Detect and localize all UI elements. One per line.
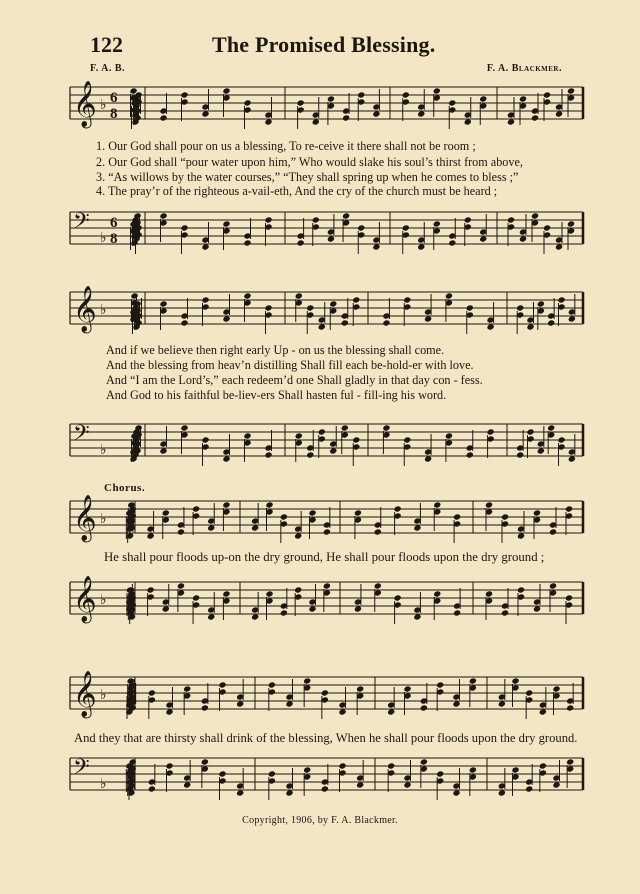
notehead [323, 528, 331, 535]
notehead [356, 685, 364, 692]
flat-sign-icon: ♭ [100, 592, 107, 608]
notehead [268, 770, 276, 777]
notehead [352, 436, 360, 443]
notehead [296, 239, 304, 246]
notehead [295, 292, 303, 299]
notehead [547, 319, 555, 326]
chorus-lyric-line-2: And they that are thirsty shall drink of the blessing, When he shall pour floods upon the dry ground. [74, 731, 578, 745]
notehead [557, 296, 565, 303]
notehead [296, 99, 304, 106]
notehead [148, 785, 156, 792]
notehead [159, 212, 167, 219]
verse-line-2: 2. Our God shall “pour water upon him,” Who would slake his soul’s thirst from above, [96, 155, 523, 169]
notehead [525, 785, 533, 792]
notehead [543, 224, 551, 231]
time-signature-top: 6 [110, 215, 118, 231]
notehead [159, 300, 167, 307]
notehead [183, 685, 191, 692]
notehead [420, 758, 428, 765]
notehead [192, 505, 200, 512]
notehead [374, 582, 382, 589]
notehead [218, 681, 226, 688]
notehead [264, 216, 272, 223]
notehead [516, 304, 524, 311]
notehead [222, 590, 230, 597]
notehead [338, 762, 346, 769]
notehead [180, 424, 188, 431]
notehead [280, 609, 288, 616]
notehead [566, 704, 574, 711]
notehead [525, 689, 533, 696]
notehead [537, 300, 545, 307]
hymn-title: The Promised Blessing. [212, 32, 436, 57]
verse-line-4: 4. The pray’r of the righteous a-vail-eth, And the cry of the church must be heard ; [96, 184, 498, 198]
notehead [265, 501, 273, 508]
verse-line-3: 3. “As willows by the water courses,” “They shall spring up when he comes to bless ;” [96, 170, 519, 184]
notehead [180, 319, 188, 326]
chorus-label: Chorus. [104, 482, 146, 494]
notehead [222, 501, 230, 508]
notehead [306, 304, 314, 311]
refrain-line-3: And “I am the Lord’s,” each redeem’d one Shall gladly in that day con - fess. [106, 373, 483, 387]
bass-clef-icon: 𝄢 [73, 209, 90, 239]
notehead [552, 685, 560, 692]
notehead [342, 212, 350, 219]
notehead [485, 501, 493, 508]
notehead [192, 594, 200, 601]
treble-clef-icon: 𝄞 [73, 495, 97, 541]
notehead [549, 528, 557, 535]
notehead [393, 594, 401, 601]
time-signature-bottom: 8 [110, 231, 118, 247]
notehead [321, 785, 329, 792]
notehead [243, 432, 251, 439]
hymn-number: 122 [90, 32, 123, 57]
treble-clef-icon: 𝄞 [73, 671, 97, 717]
notehead [393, 505, 401, 512]
notehead [403, 296, 411, 303]
notehead [280, 513, 288, 520]
notehead [357, 224, 365, 231]
notehead [341, 424, 349, 431]
notehead [543, 91, 551, 98]
notehead [403, 685, 411, 692]
notehead [264, 451, 272, 458]
notehead [218, 770, 226, 777]
notehead [403, 436, 411, 443]
notehead [265, 590, 273, 597]
notehead [243, 292, 251, 299]
notehead [162, 509, 170, 516]
notehead [264, 304, 272, 311]
notehead [511, 766, 519, 773]
notehead [201, 296, 209, 303]
notehead [341, 319, 349, 326]
notehead [464, 216, 472, 223]
chorus-lyric-line-1: He shall pour floods up-on the dry ground, He shall pour floods upon the dry ground ; [104, 550, 545, 564]
notehead [485, 590, 493, 597]
verse-line-1: 1. Our God shall pour on us a blessing, To re-ceive it there shall not be room ; [96, 139, 476, 153]
notehead [448, 239, 456, 246]
notehead [222, 87, 230, 94]
notehead [402, 91, 410, 98]
notehead [165, 762, 173, 769]
notehead [547, 424, 555, 431]
notehead [479, 95, 487, 102]
notehead [516, 451, 524, 458]
refrain-line-1: And if we believe then right early Up - on us the blessing shall come. [106, 343, 445, 357]
notehead [531, 212, 539, 219]
notehead [567, 87, 575, 94]
flat-sign-icon: ♭ [100, 97, 107, 113]
notehead [433, 220, 441, 227]
notehead [148, 689, 156, 696]
notehead [327, 95, 335, 102]
notehead [526, 428, 534, 435]
bass-clef-icon: 𝄢 [73, 421, 90, 451]
treble-clef-icon: 𝄞 [73, 576, 97, 622]
flat-sign-icon: ♭ [100, 442, 107, 458]
notehead [177, 582, 185, 589]
notehead [323, 582, 331, 589]
notehead [357, 91, 365, 98]
flat-sign-icon: ♭ [100, 511, 107, 527]
time-signature-top: 6 [110, 90, 118, 106]
notehead [466, 304, 474, 311]
notehead [453, 513, 461, 520]
notehead [222, 220, 230, 227]
notehead [306, 451, 314, 458]
notehead [531, 114, 539, 121]
notehead [533, 509, 541, 516]
notehead [294, 586, 302, 593]
bass-clef-icon: 𝄢 [73, 755, 90, 785]
notehead [303, 677, 311, 684]
notehead [433, 501, 441, 508]
notehead [243, 239, 251, 246]
notehead [146, 586, 154, 593]
notehead [469, 677, 477, 684]
lyricist-credit: F. A. B. [90, 63, 126, 74]
notehead [354, 509, 362, 516]
treble-clef-icon: 𝄞 [73, 286, 97, 332]
notehead [295, 432, 303, 439]
notehead [436, 681, 444, 688]
notehead [382, 424, 390, 431]
notehead [567, 220, 575, 227]
notehead [565, 594, 573, 601]
notehead [486, 428, 494, 435]
notehead [565, 505, 573, 512]
notehead [453, 609, 461, 616]
notehead [342, 114, 350, 121]
notehead [507, 216, 515, 223]
notehead [420, 704, 428, 711]
notehead [469, 766, 477, 773]
notehead [180, 91, 188, 98]
notehead [201, 704, 209, 711]
notehead [566, 758, 574, 765]
notehead [436, 770, 444, 777]
copyright-notice: Copyright, 1906, by F. A. Blackmer. [242, 815, 398, 826]
treble-clef-icon: 𝄞 [73, 81, 97, 127]
notehead [519, 95, 527, 102]
refrain-line-4: And God to his faithful be-liev-ers Shall hasten ful - fill-ing his word. [106, 388, 447, 402]
notehead [321, 689, 329, 696]
notehead [312, 216, 320, 223]
notehead [448, 99, 456, 106]
notehead [387, 762, 395, 769]
notehead [501, 609, 509, 616]
notehead [352, 296, 360, 303]
notehead [180, 224, 188, 231]
notehead [130, 292, 138, 299]
notehead [382, 319, 390, 326]
notehead [433, 87, 441, 94]
notehead [549, 582, 557, 589]
notehead [433, 590, 441, 597]
notehead [466, 451, 474, 458]
notehead [243, 99, 251, 106]
notehead [268, 681, 276, 688]
flat-sign-icon: ♭ [100, 687, 107, 703]
time-signature-bottom: 8 [110, 106, 118, 122]
flat-sign-icon: ♭ [100, 230, 107, 246]
notehead [374, 528, 382, 535]
notehead [303, 766, 311, 773]
notehead [318, 428, 326, 435]
notehead [308, 509, 316, 516]
notehead [539, 762, 547, 769]
notehead [517, 586, 525, 593]
notehead [445, 292, 453, 299]
flat-sign-icon: ♭ [100, 776, 107, 792]
notehead [511, 677, 519, 684]
notehead [159, 114, 167, 121]
notehead [557, 436, 565, 443]
notehead [402, 224, 410, 231]
notehead [501, 513, 509, 520]
notehead [329, 300, 337, 307]
flat-sign-icon: ♭ [100, 302, 107, 318]
notehead [201, 758, 209, 765]
composer-credit: F. A. Blackmer. [486, 63, 562, 74]
refrain-line-2: And the blessing from heav’n distilling Shall fill each be-hold-er with love. [106, 358, 474, 372]
notehead [177, 528, 185, 535]
notehead [445, 432, 453, 439]
notehead [201, 436, 209, 443]
